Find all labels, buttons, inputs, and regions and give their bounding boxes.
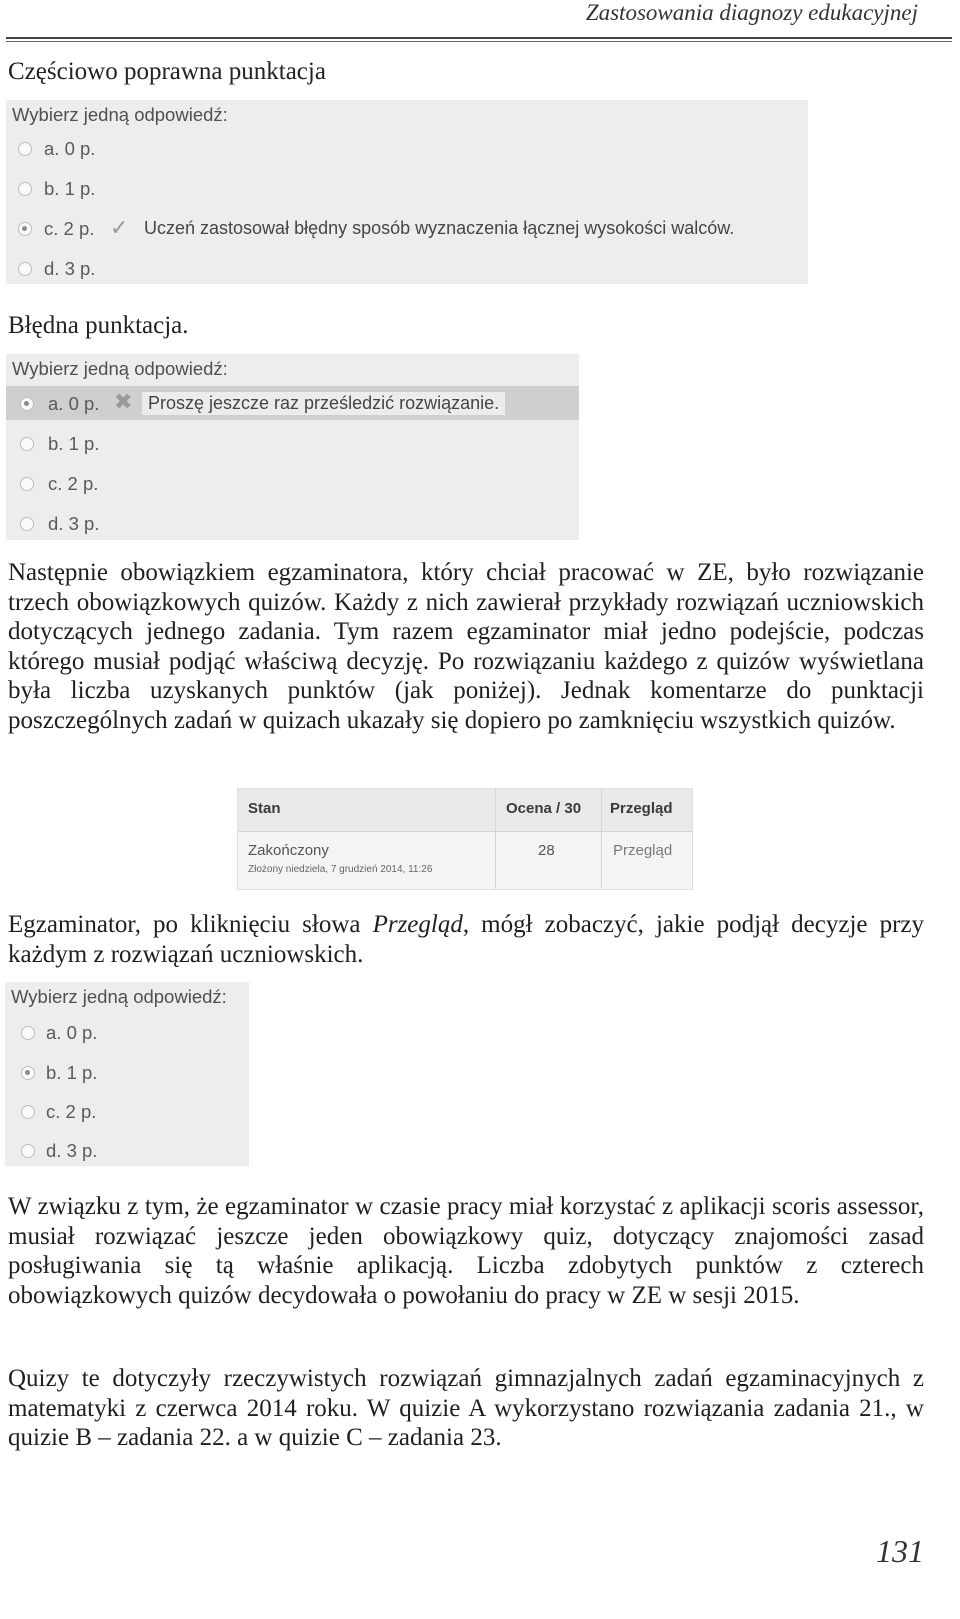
column-header-review: Przegląd xyxy=(610,800,673,817)
column-divider xyxy=(495,789,496,889)
option-label: d. 3 p. xyxy=(44,258,96,279)
option-label: d. 3 p. xyxy=(46,1140,98,1161)
column-divider xyxy=(601,789,602,889)
radio-button[interactable] xyxy=(18,262,32,276)
feedback-text: Uczeń zastosował błędny sposób wyznaczenia łącznej wysokości walców. xyxy=(144,218,735,238)
quiz-option[interactable] xyxy=(6,426,579,460)
body-paragraph: W związku z tym, że egzaminator w czasie pracy miał korzystać z aplikacji scoris assessor, musiał rozwiązać jeszcze jeden obowiązkowy quiz, dotyczący znajomości zasad posługiwania się tą właśnie aplikacją. Liczba zdobytych punktów z czterech obowiązkowych quizów decydowała o powołaniu do pracy w ZE w sesji 2015. xyxy=(8,1193,924,1309)
quiz-option[interactable] xyxy=(5,1015,249,1049)
score-cell: 28 xyxy=(538,842,555,859)
column-header-status: Stan xyxy=(248,800,281,817)
option-label: c. 2 p. xyxy=(48,473,99,494)
radio-button-selected[interactable] xyxy=(18,222,32,236)
radio-button[interactable] xyxy=(21,1026,35,1040)
table-divider xyxy=(238,831,692,832)
column-header-score: Ocena / 30 xyxy=(506,800,582,817)
emphasized-word: Przegląd xyxy=(372,911,463,938)
review-link[interactable]: Przegląd xyxy=(613,842,673,859)
header-rule xyxy=(6,37,952,39)
section-caption-partial: Częściowo poprawna punktacja xyxy=(8,58,326,85)
radio-button[interactable] xyxy=(21,1105,35,1119)
quiz-screenshot-review xyxy=(5,982,249,1166)
quiz-option-selected[interactable] xyxy=(6,386,579,420)
body-paragraph: Następnie obowiązkiem egzaminatora, który chciał pracować w ZE, było rozwiązanie trzech obowiązkowych quizów. Każdy z nich zawierał przykłady rozwiązań uczniowskich dotyczących jednego zadania. Tym razem egzaminator miał jedno podejście, podczas którego musiał podjąć właściwą decyzję. Po rozwiązaniu każdego z quizów wyświetlana była liczba uzyskanych punktów (jak poniżej). Jednak komentarze do punktacji poszczególnych zadań w quizach ukazały się dopiero po zamknięciu wszystkich quizów. xyxy=(8,559,924,734)
option-label: d. 3 p. xyxy=(48,513,100,534)
quiz-screenshot-wrong xyxy=(6,354,579,540)
radio-button[interactable] xyxy=(21,1144,35,1158)
quiz-option-selected[interactable] xyxy=(5,1055,249,1089)
feedback-text: Proszę jeszcze raz prześledzić rozwiązanie. xyxy=(142,392,505,415)
quiz-results-table xyxy=(237,788,693,890)
quiz-prompt: Wybierz jedną odpowiedź: xyxy=(12,104,228,125)
quiz-screenshot-partial xyxy=(6,100,808,284)
section-caption-wrong: Błędna punktacja. xyxy=(8,312,189,339)
option-label: c. 2 p. xyxy=(44,218,95,239)
radio-button-selected[interactable] xyxy=(20,397,34,411)
submitted-date: Złożony niedziela, 7 grudzień 2014, 11:26 xyxy=(248,864,433,875)
option-label: a. 0 p. xyxy=(48,393,100,414)
radio-button-selected[interactable] xyxy=(21,1066,35,1080)
status-cell: Zakończony xyxy=(248,842,329,859)
quiz-option[interactable] xyxy=(6,506,579,540)
quiz-option-selected[interactable] xyxy=(6,211,808,245)
body-paragraph: Quizy te dotyczyły rzeczywistych rozwiązań gimnazjalnych zadań egzaminacyjnych z matematyki z czerwca 2014 roku. W quizie A wykorzystano rozwiązania zadania 21., w quizie B – zadania 22. a w quizie C – zadania 23. xyxy=(8,1365,924,1452)
quiz-prompt: Wybierz jedną odpowiedź: xyxy=(11,986,227,1007)
radio-button[interactable] xyxy=(18,142,32,156)
option-label: a. 0 p. xyxy=(44,138,96,159)
page-number: 131 xyxy=(876,1533,924,1569)
radio-button[interactable] xyxy=(20,437,34,451)
option-label: b. 1 p. xyxy=(46,1062,98,1083)
quiz-option[interactable] xyxy=(6,131,808,165)
cross-icon: ✖ xyxy=(114,389,133,414)
radio-button[interactable] xyxy=(18,182,32,196)
option-label: b. 1 p. xyxy=(44,178,96,199)
radio-button[interactable] xyxy=(20,517,34,531)
check-icon: ✓ xyxy=(110,215,129,240)
body-paragraph: Egzaminator, po kliknięciu słowa Przegląd, mógł zobaczyć, jakie podjął decyzje przy każdym z rozwiązań uczniowskich. xyxy=(8,911,924,968)
option-label: a. 0 p. xyxy=(46,1022,98,1043)
quiz-option[interactable] xyxy=(5,1094,249,1128)
quiz-option[interactable] xyxy=(6,466,579,500)
option-label: b. 1 p. xyxy=(48,433,100,454)
radio-button[interactable] xyxy=(20,477,34,491)
quiz-option[interactable] xyxy=(6,251,808,285)
quiz-prompt: Wybierz jedną odpowiedź: xyxy=(12,358,228,379)
quiz-option[interactable] xyxy=(5,1133,249,1167)
quiz-option[interactable] xyxy=(6,171,808,205)
option-label: c. 2 p. xyxy=(46,1101,97,1122)
header-rule-thin xyxy=(6,41,952,42)
running-head: Zastosowania diagnozy edukacyjnej xyxy=(585,0,918,25)
